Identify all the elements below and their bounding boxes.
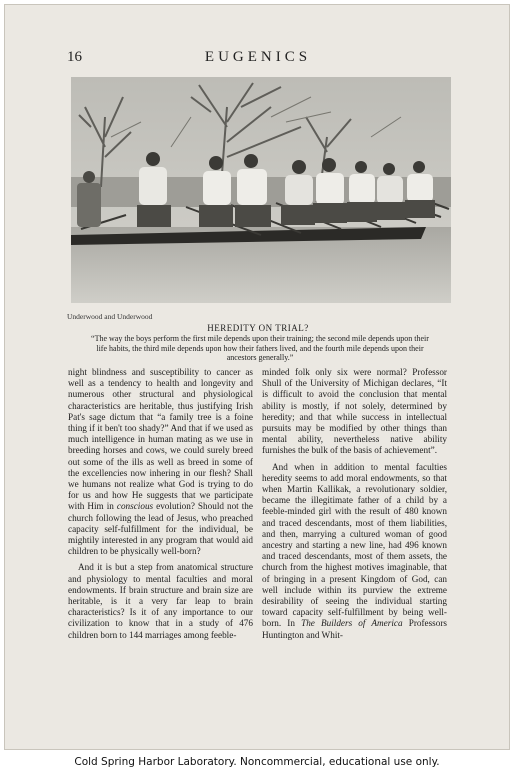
body-column-right (262, 367, 447, 641)
rowing-photo-image (71, 77, 451, 303)
body-paragraph (68, 367, 253, 557)
body-paragraph: And it is but a step from anatomical structure and physiology to mental faculties and moral endowments. If brain structure and brain size are heritable, is it a very far leap to brain characteristics? Is it of any importance to our civilization to know that in a study of 476 children born to 144 marriages among feeble- (68, 562, 253, 640)
body-text: And when in addition to mental faculties heredity seems to add moral endowments, so that when Martin Kallikak, a revolutionary soldier, became the illegitimate father of a child by a feeble-minded girl with the result of 480 known and traced descendants, most of them liabilities, and then, marrying a cultured woman of good ancestry and starting a new line, had 496 known and traced descendants, most of them assets, the church from the highest motives imaginable, that of bringing in a present Kingdom of God, can well include within its purview the extreme desirability of seeing the individual starting toward capacity self-fulfillment by being well-born. In (262, 461, 447, 629)
body-text-italic: conscious (116, 501, 154, 512)
photo-credit: Underwood and Underwood (67, 312, 153, 321)
body-text: night blindness and susceptibility to cancer as well as a tendency to health and longevity and numerous other structural and physiological characteristics are heritable, thus justifying Irish Pat's sage dictum that “a family tree is a foine thing if it ben't too shady?” And that if we used as much intelligence in human mating as we use in breeding horses and cows, we could surely breed out some of the ills as well as breed in some of the excellencies now inhering in our flesh? Shall we humans not realize what God is trying to do for us and how He suggests that we participate with Him in (68, 367, 253, 512)
magazine-page (4, 4, 510, 750)
body-column-left (68, 367, 253, 641)
caption-text: “The way the boys perform the first mile depends upon their training; the second mile depends upon their life habits, the third mile depends upon how their fathers lived, and the fourth mile depends upon their ancestors generally.” (91, 334, 429, 362)
body-paragraph (262, 462, 447, 641)
copyright-footer: Cold Spring Harbor Laboratory. Noncommercial, educational use only. (74, 756, 440, 768)
body-text: Professors Huntington and Whit- (262, 618, 447, 640)
caption-title: HEREDITY ON TRIAL? (207, 323, 309, 333)
rowing-crew-photo (71, 77, 451, 303)
page-number: 16 (67, 49, 82, 65)
body-text: evolution? Should not the church following the lead of Jesus, who preached capacity self-fulfillment for the individual, be mightily interested in any program that would aid children to be physically well-born? (68, 501, 253, 557)
body-paragraph: minded folk only six were normal? Professor Shull of the University of Michigan declares, “It is difficult to avoid the conclusion that mental ability is mostly, if not solely, determined by heredity; and that while success in intellectual pursuits may be modified by other things than mental ability, nevertheless native ability furnishes the bulk of the basis of achievement”. (262, 367, 447, 456)
body-text-italic: The Builders of America (301, 618, 403, 629)
running-head: EUGENICS (204, 49, 312, 65)
